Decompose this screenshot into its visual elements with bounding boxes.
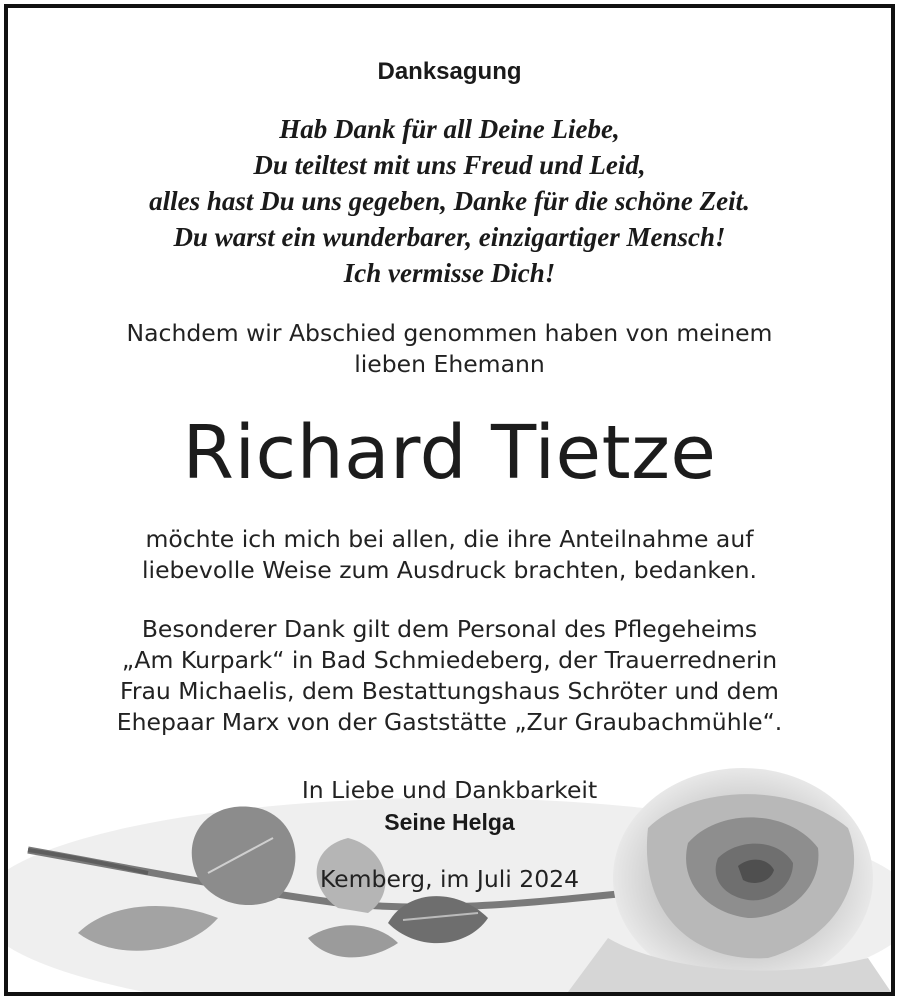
thanks-line: liebevolle Weise zum Ausdruck brachten, bedanken. <box>142 556 757 584</box>
heading: Danksagung <box>377 58 522 85</box>
special-thanks-line: „Am Kurpark“ in Bad Schmiedeberg, der Trauerrednerin <box>121 646 778 674</box>
deceased-name: Richard Tietze <box>182 410 717 496</box>
poem-line: alles hast Du uns gegeben, Danke für die schöne Zeit. <box>149 186 750 216</box>
special-thanks-text <box>8 614 891 738</box>
thanks-line: möchte ich mich bei allen, die ihre Anteilnahme auf <box>145 525 754 553</box>
special-thanks-line: Besonderer Dank gilt dem Personal des Pflegeheims <box>141 615 758 643</box>
poem-line: Ich vermisse Dich! <box>343 258 556 288</box>
poem-line: Du teiltest mit uns Freud und Leid, <box>253 150 646 180</box>
intro-line: Nachdem wir Abschied genommen haben von meinem <box>126 319 773 347</box>
intro-text <box>8 318 891 380</box>
closing-text: In Liebe und Dankbarkeit <box>301 776 598 804</box>
poem-line: Du warst ein wunderbarer, einzigartiger Mensch! <box>173 222 726 252</box>
poem <box>8 111 891 291</box>
special-thanks-line: Frau Michaelis, dem Bestattungshaus Schröter und dem <box>120 677 779 705</box>
intro-line: lieben Ehemann <box>354 350 545 378</box>
special-thanks-line: Ehepaar Marx von der Gaststätte „Zur Graubachmühle“. <box>116 708 783 736</box>
signer-name: Seine Helga <box>384 809 515 835</box>
thanks-text <box>8 524 891 586</box>
place-date: Kemberg, im Juli 2024 <box>319 865 580 893</box>
poem-line: Hab Dank für all Deine Liebe, <box>279 114 620 144</box>
obituary-frame <box>4 4 895 996</box>
